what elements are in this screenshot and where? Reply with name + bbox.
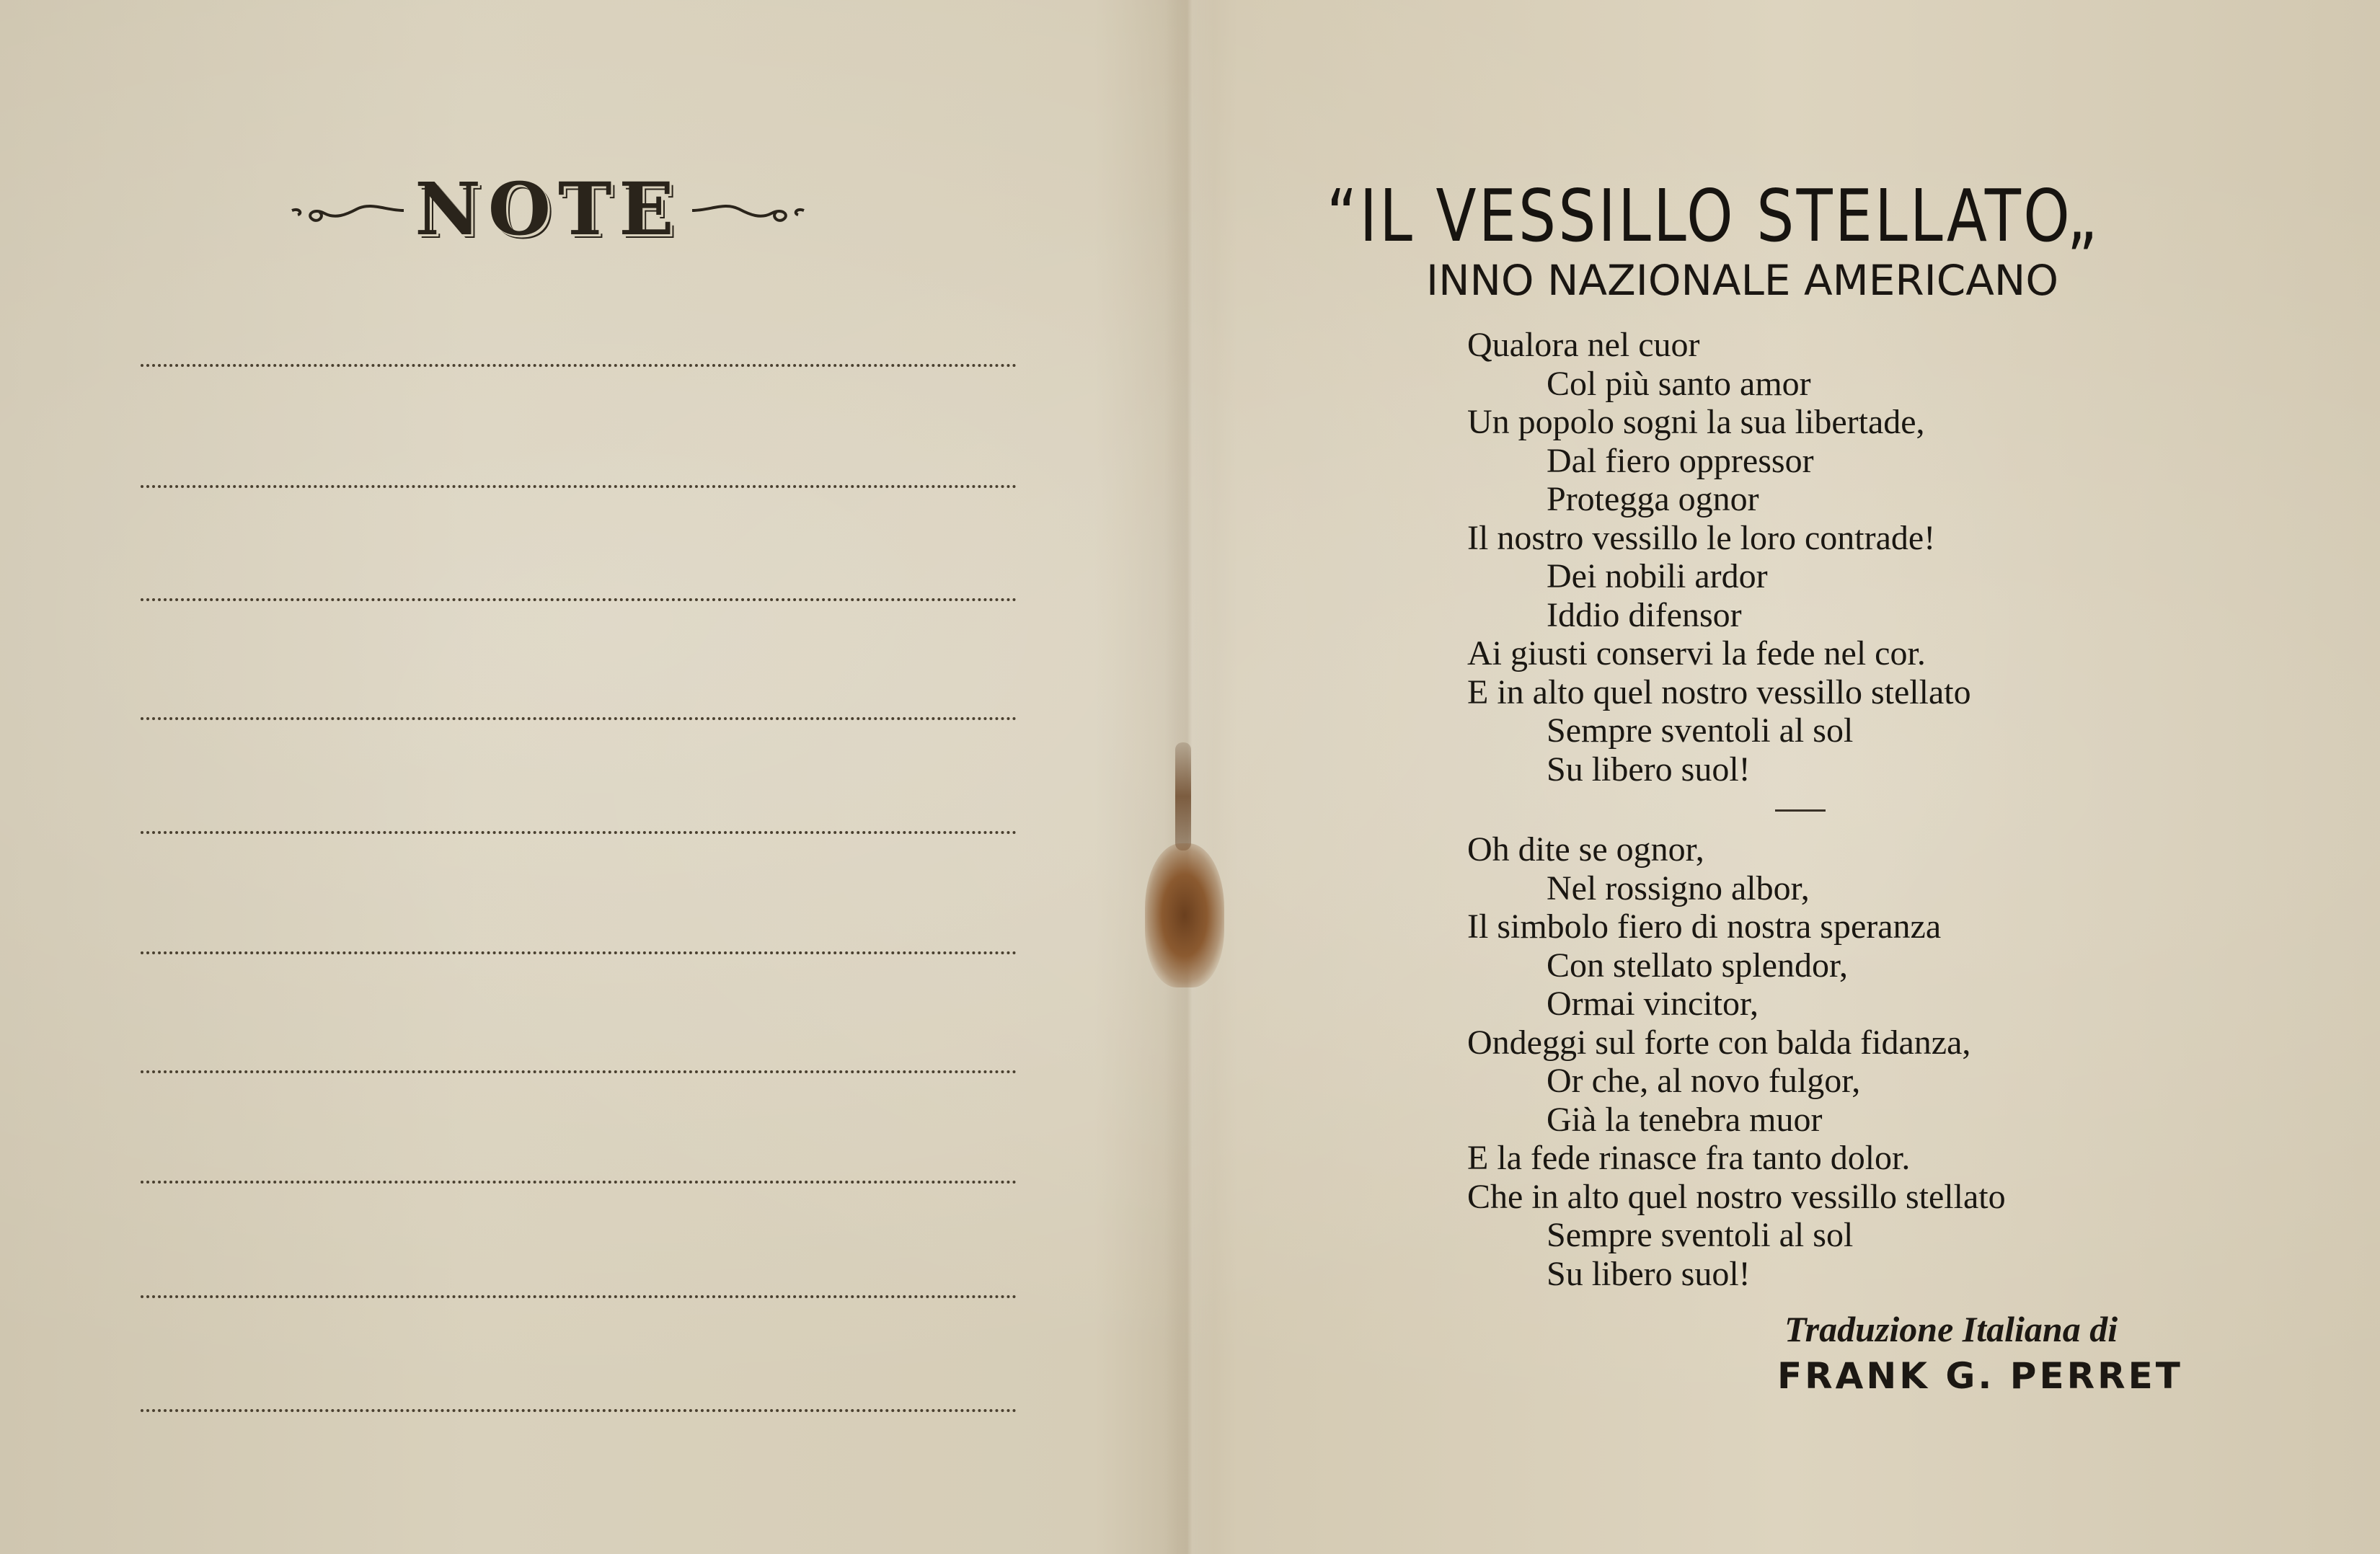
note-heading-text: NOTE	[415, 166, 681, 252]
ruled-line	[141, 1070, 1017, 1073]
verse-line: Or che, al novo fulgor,	[1547, 1062, 1861, 1100]
verse-line: Il simbolo fiero di nostra speranza	[1467, 907, 1942, 946]
verse-line: Protegga ognor	[1547, 480, 1759, 518]
stanza-1	[1467, 326, 2224, 789]
stanza-2	[1467, 830, 2224, 1293]
verse-line: E la fede rinasce fra tanto dolor.	[1467, 1139, 1911, 1177]
ruled-line	[141, 485, 1017, 488]
verse-line: Sempre sventoli al sol	[1547, 711, 1854, 750]
verse-line: Iddio difensor	[1547, 595, 1742, 634]
stanza-separator	[1775, 809, 1826, 812]
verse-line: Il nostro vessillo le loro contrade!	[1467, 518, 1936, 557]
translation-credit: Traduzione Italiana di	[1784, 1309, 2118, 1349]
verse-line: Ai giusti conservi la fede nel cor.	[1467, 634, 1926, 672]
ruled-line	[141, 1409, 1017, 1412]
ruled-line	[141, 951, 1017, 954]
ruled-line	[141, 1295, 1017, 1298]
verse-line: Con stellato splendor,	[1547, 946, 1849, 985]
song-subtitle: INNO NAZIONALE AMERICANO	[1426, 256, 2058, 305]
ruled-line	[141, 364, 1017, 367]
verse-line: Nel rossigno albor,	[1547, 869, 1810, 907]
ruled-line	[141, 831, 1017, 834]
verse-line: Qualora nel cuor	[1467, 326, 1700, 364]
rust-stain	[1145, 843, 1224, 987]
song-title: “IL VESSILLO STELLATO„	[1327, 174, 2100, 258]
verse-line: Dei nobili ardor	[1547, 557, 1768, 595]
ruled-line	[141, 1181, 1017, 1184]
verse-line: Su libero suol!	[1547, 1254, 1751, 1293]
verse-line: Oh dite se ognor,	[1467, 830, 1704, 869]
verse-line: Dal fiero oppressor	[1547, 441, 1814, 480]
ruled-line	[141, 598, 1017, 601]
verse-line: Sempre sventoli al sol	[1547, 1216, 1854, 1254]
verse-line: Ondeggi sul forte con balda fidanza,	[1467, 1023, 1971, 1062]
note-heading	[245, 166, 851, 252]
left-flourish-icon	[285, 187, 407, 231]
verse-line: Un popolo sogni la sua libertade,	[1467, 403, 1925, 441]
verse-line: E in alto quel nostro vessillo stellato	[1467, 672, 1971, 711]
verse-line: Su libero suol!	[1547, 750, 1751, 789]
verse-line: Già la tenebra muor	[1547, 1100, 1823, 1139]
verse-line: Ormai vincitor,	[1547, 985, 1759, 1023]
translator-name: FRANK G. PERRET	[1777, 1355, 2183, 1397]
ruled-line	[141, 717, 1017, 720]
binding-mark	[1175, 742, 1191, 851]
verse-line: Col più santo amor	[1547, 364, 1811, 403]
verse-line: Che in alto quel nostro vessillo stellato	[1467, 1177, 2006, 1216]
right-flourish-icon	[689, 187, 811, 231]
